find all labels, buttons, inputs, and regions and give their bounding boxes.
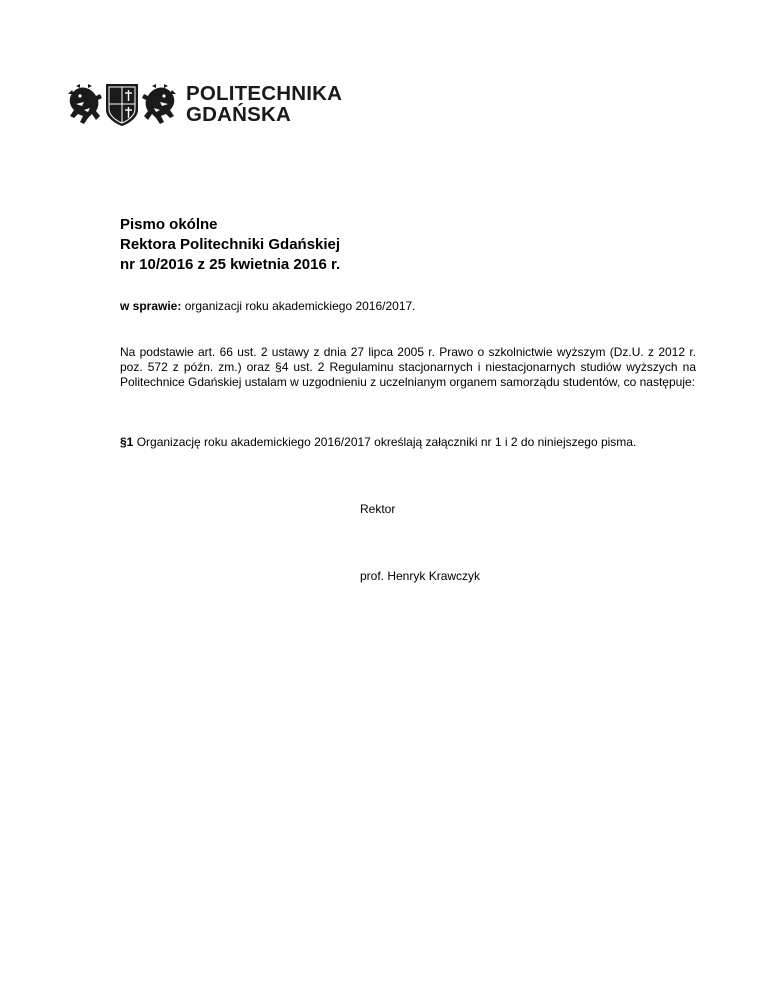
university-name-line2: GDAŃSKA [186,103,292,126]
signatory-name: prof. Henryk Krawczyk [360,569,481,583]
subject-line [120,298,416,314]
legal-basis-paragraph: Na podstawie art. 66 ust. 2 ustawy z dnia 27 lipca 2005 r. Prawo o szkolnictwie wyższym (Dz.U. z 2012 r. poz. 572 z późn. zm.) oraz §4 ust. 2 Regulaminu stacjonarnych i niestacjonarnych studiów wyższych na Politechnice Gdańskiej ustalam w uzgodnieniu z uczelnianym organem samorządu studentów, co następuje: [120,345,696,389]
university-logo [66,80,346,128]
title-line-1: Pismo okólne [120,216,218,233]
paragraph-symbol: §1 [120,435,134,449]
paragraph-1-text: Organizację roku akademickiego 2016/2017 określają załączniki nr 1 i 2 do niniejszego pisma. [133,435,637,449]
title-line-3: nr 10/2016 z 25 kwietnia 2016 r. [120,256,341,273]
paragraph-1 [120,434,636,450]
university-name-line1: POLITECHNIKA [186,82,343,105]
emblem-icon [66,80,178,128]
document-title [120,215,340,275]
subject-label: w sprawie: [120,299,182,313]
title-line-2: Rektora Politechniki Gdańskiej [120,236,341,253]
university-name [186,83,342,125]
signatory-role: Rektor [360,502,396,516]
subject-text: organizacji roku akademickiego 2016/2017. [181,299,416,313]
